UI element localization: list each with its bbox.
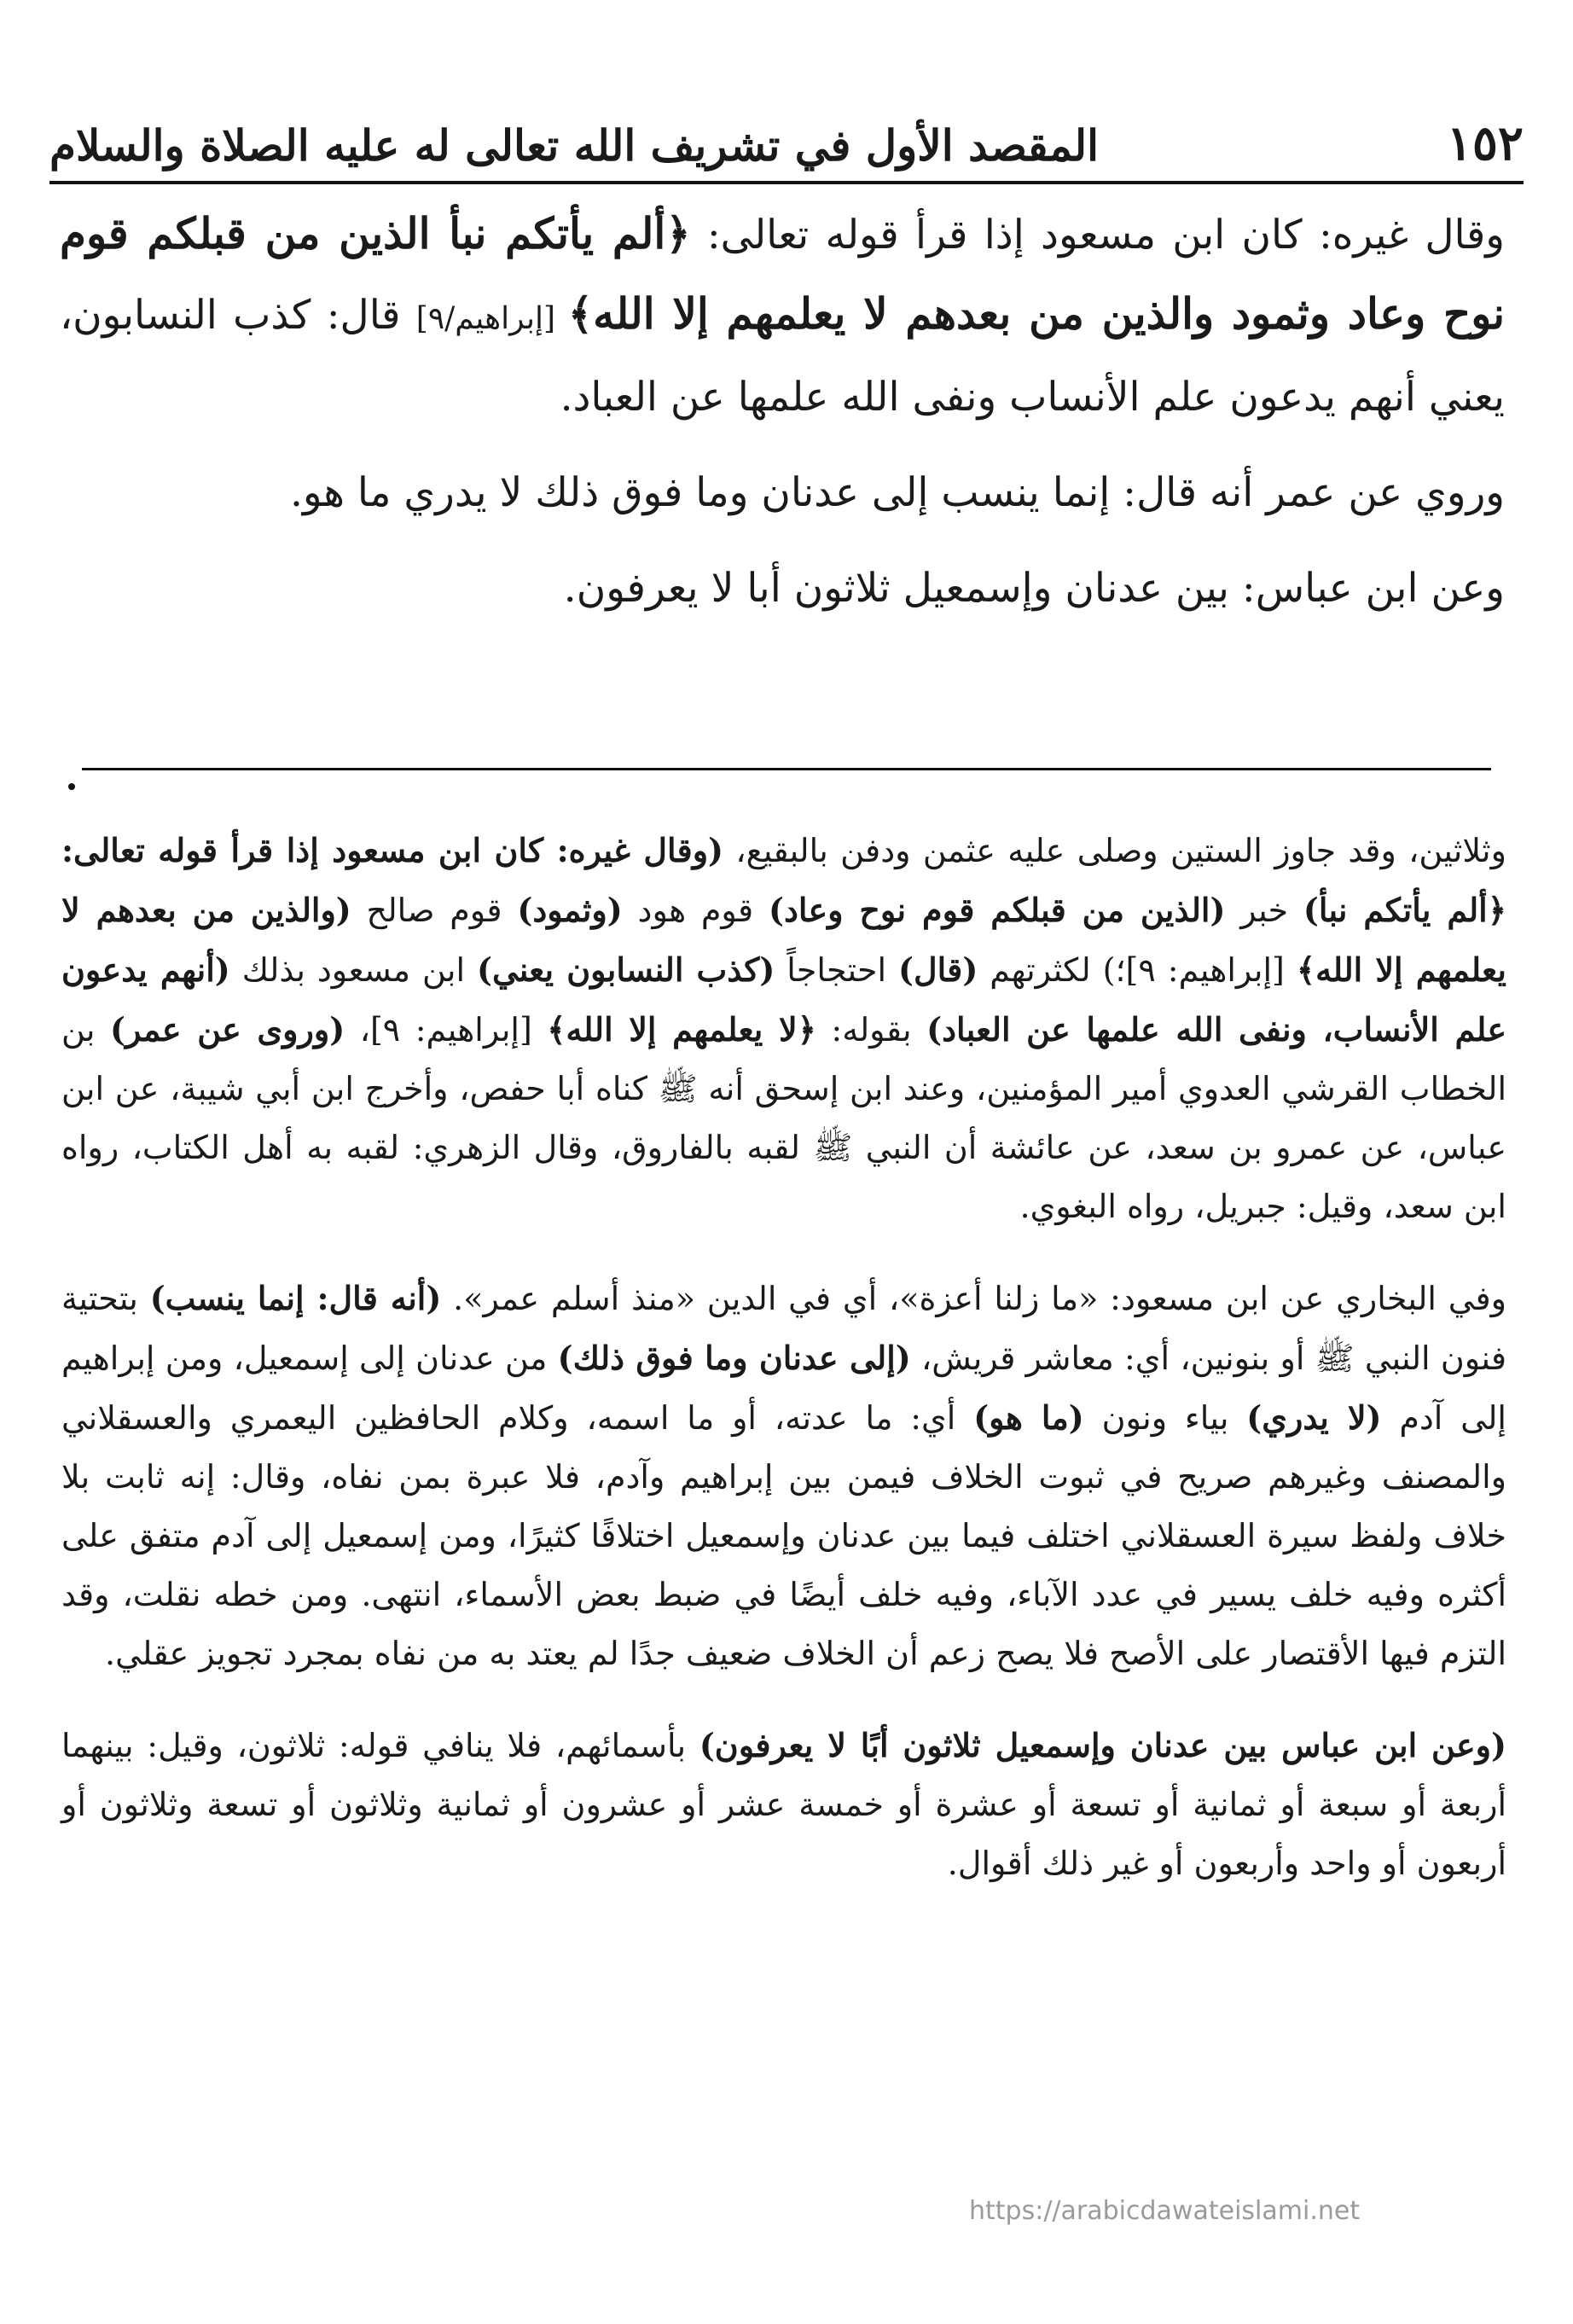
commentary (61, 821, 1506, 1893)
quran-verse: ﴿ألم يأتكم نبأ الذين من قبلكم قوم نوح وعاد وثمود والذين من بعدهم لا يعلمهم إلا الله﴾ (60, 208, 1505, 339)
commentary-run: أي: ما عدته، أو ما اسمه، وكلام الحافظين اليعمري والعسقلاني والمصنف وغيرهم صريح في ثبوت الخلاف فيمن بين إبراهيم وآدم، فلا عبرة بمن نفاه، وقال: إنه ثابت بلا خلاف ولفظ سيرة العسقلاني اختلف فيما بين عدنان وإسمعيل اختلافًا كثيرًا، ومن إسمعيل إلى آدم متفق على أكثره وفيه خلف يسير في عدد الآباء، وفيه خلف أيضًا في ضبط بعض الأسماء، انتهى. ومن خطه نقلت، وقد التزم فيها الأقتصار على الأصح فلا يصح زعم أن الخلاف ضعيف جدًا لم يعتد به من نفاه بمجرد تجويز عقلي. (61, 1399, 1506, 1672)
main-paragraph (60, 195, 1505, 437)
main-paragraph: وروي عن عمر أنه قال: إنما ينسب إلى عدنان وما فوق ذلك لا يدري ما هو. (289, 469, 1505, 516)
quoted-matn: (والذين من بعدهم لا يعلمهم إلا الله﴾ (61, 891, 1506, 989)
quoted-matn: (قال) (897, 950, 978, 989)
quoted-matn: (وعن ابن عباس بين عدنان وإسمعيل ثلاثون أبًا لا يعرفون) (699, 1726, 1506, 1764)
commentary-run: احتجاجاً (775, 951, 898, 989)
quoted-matn: (ما هو) (973, 1398, 1084, 1437)
commentary-run: قوم هود (622, 892, 769, 929)
quoted-matn: (وقال غيره: كان ابن مسعود إذا قرأ قوله تعالى: ﴿ألم يأتكم نبأ) (61, 831, 1507, 929)
quoted-matn: (لا يدري) (1246, 1398, 1382, 1437)
commentary-run: وفي البخاري عن ابن مسعود: «ما زلنا أعزة»، أي في الدين «منذ أسلم عمر». (441, 1280, 1506, 1317)
separator-rule (82, 768, 1491, 770)
commentary-run: بياء ونون (1083, 1399, 1247, 1437)
commentary-paragraph (61, 821, 1506, 1236)
commentary-run: بأسمائهم، فلا ينافي قوله: ثلاثون، وقيل: بينهما أربعة أو سبعة أو ثمانية أو تسعة أو عشرة أو خمسة عشر أو عشرون أو ثمانية وثلاثون أو تسعة وثلاثون أو أربعون أو واحد وأربعون أو غير ذلك أقوال. (61, 1727, 1506, 1882)
header-rule (49, 181, 1524, 184)
main-text-run: قال: كذب النسابون، يعني أنهم يدعون علم الأنساب ونفى الله علمها عن العباد. (60, 292, 1505, 421)
commentary-paragraph (61, 1716, 1506, 1893)
quoted-matn: (الذين من قبلكم قوم نوح وعاد) (768, 891, 1226, 929)
commentary-run: خبر (1225, 892, 1303, 929)
verse-reference: [إبراهيم/٩] (415, 301, 568, 336)
commentary-run: ابن مسعود بذلك (229, 951, 478, 989)
page-number: ١٥٢ (1446, 115, 1524, 171)
running-title: المقصد الأول في تشريف الله تعالى له عليه الصلاة والسلام (49, 120, 1100, 171)
quoted-matn: (وروى عن عمر) (109, 1010, 345, 1049)
commentary-run: بتحتية فنون النبي ﷺ أو بنونين، أي: معاشر قريش، (61, 1280, 1506, 1377)
quoted-matn: (وثمود) (517, 891, 623, 929)
main-paragraph: وعن ابن عباس: بين عدنان وإسمعيل ثلاثون أبا لا يعرفون. (563, 565, 1505, 612)
commentary-run: وثلاثين، وقد جاوز الستين وصلى عليه عثمن ودفن بالبقيع، (723, 832, 1506, 869)
commentary-paragraph (61, 1269, 1506, 1683)
quoted-matn: ﴿لا يعلمهم إلا الله﴾ (547, 1010, 816, 1049)
separator-dot (68, 783, 75, 790)
quoted-matn: (أنهم يدعون علم الأنساب، ونفى الله علمها عن العباد) (61, 950, 1506, 1049)
commentary-run: [إبراهيم: ٩]، (345, 1011, 548, 1049)
main-text (60, 195, 1505, 628)
commentary-run: بقوله: (816, 1011, 927, 1049)
commentary-run: بن الخطاب القرشي العدوي أمير المؤمنين، وعند ابن إسحق أنه ﷺ كناه أبا حفص، وأخرج ابن أبي شيبة، عن ابن عباس، عن عمرو بن سعد، عن عائشة أن النبي ﷺ لقبه بالفاروق، وقال الزهري: لقبه به أهل الكتاب، رواه ابن سعد، وقيل: جبريل، رواه البغوي. (61, 1011, 1506, 1225)
quoted-matn: (كذب النسابون يعني) (477, 950, 775, 989)
commentary-run: قوم صالح (351, 892, 518, 929)
commentary-run: [إبراهيم: ٩]؛) لكثرتهم (978, 951, 1297, 989)
quoted-matn: (إلى عدنان وما فوق ذلك) (557, 1339, 911, 1377)
main-text-run: وقال غيره: كان ابن مسعود إذا قرأ قوله تعالى: (690, 212, 1505, 259)
commentary-run: من عدنان إلى إسمعيل، ومن إبراهيم إلى آدم (61, 1339, 1506, 1437)
quoted-matn: (أنه قال: إنما ينسب) (149, 1279, 442, 1317)
page-header (49, 82, 1524, 171)
watermark-url: https://arabicdawateislami.net (969, 2196, 1361, 2226)
